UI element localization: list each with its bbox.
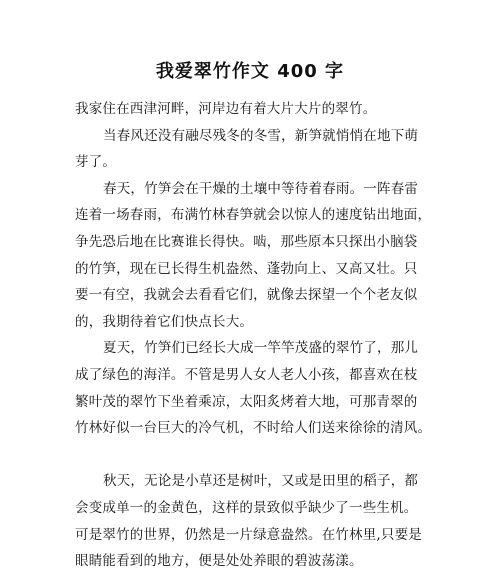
document-title: 我爱翠竹作文 400 字 <box>155 61 345 82</box>
text-line: 芽了。 <box>75 154 117 171</box>
text-line: 春天，竹笋会在干燥的土壤中等待着春雨。一阵春雷 <box>103 180 419 197</box>
text-line: 的，我期待着它们快点长大。 <box>75 313 254 330</box>
text-line: 争先恐后地在比赛谁长得快。啮，那些原本只探出小脑袋 <box>75 233 418 250</box>
text-line: 竹林好似一台巨大的冷气机，不时给人们送来徐徐的清风。 <box>75 420 432 437</box>
text-line: 成了绿色的海洋。不管是男人女人老人小孩，都喜欢在枝 <box>75 366 418 383</box>
text-line: 我家住在西津河畔，河岸边有着大片大片的翠竹。 <box>75 101 377 117</box>
text-line: 繁叶茂的翠竹下坐着乘凉，太阳炙烤着大地，可那青翠的 <box>75 393 418 410</box>
text-line: 当春风还没有融尽残冬的冬雪，新笋就悄悄在地下萌 <box>103 127 419 144</box>
text-line: 眼睛能看到的地方，便是处处养眼的碧波荡漾。 <box>75 553 363 570</box>
text-line: 夏天，竹笋们已经长大成一竿竿茂盛的翠竹了，那儿 <box>103 340 419 357</box>
text-line: 可是翠竹的世界，仍然是一片绿意盎然。在竹林里,只要是 <box>75 526 422 543</box>
text-line: 秋天，无论是小草还是树叶，又或是田里的稻子，都 <box>103 473 419 490</box>
text-line: 要一有空，我就会去看看它们，就像去探望一个个老友似 <box>75 287 418 304</box>
paragraph-gap <box>75 442 425 469</box>
text-line: 会变成单一的金黄色，这样的景致似乎缺少了一些生机。 <box>75 499 418 516</box>
text-line: 连着一场春雨，布满竹林春笋就会以惊人的速度钻出地面， <box>75 207 432 224</box>
text-line: 的竹笋，现在已长得生机盎然、蓬勃向上、又高又壮。只 <box>75 260 418 277</box>
document-body <box>75 96 432 575</box>
